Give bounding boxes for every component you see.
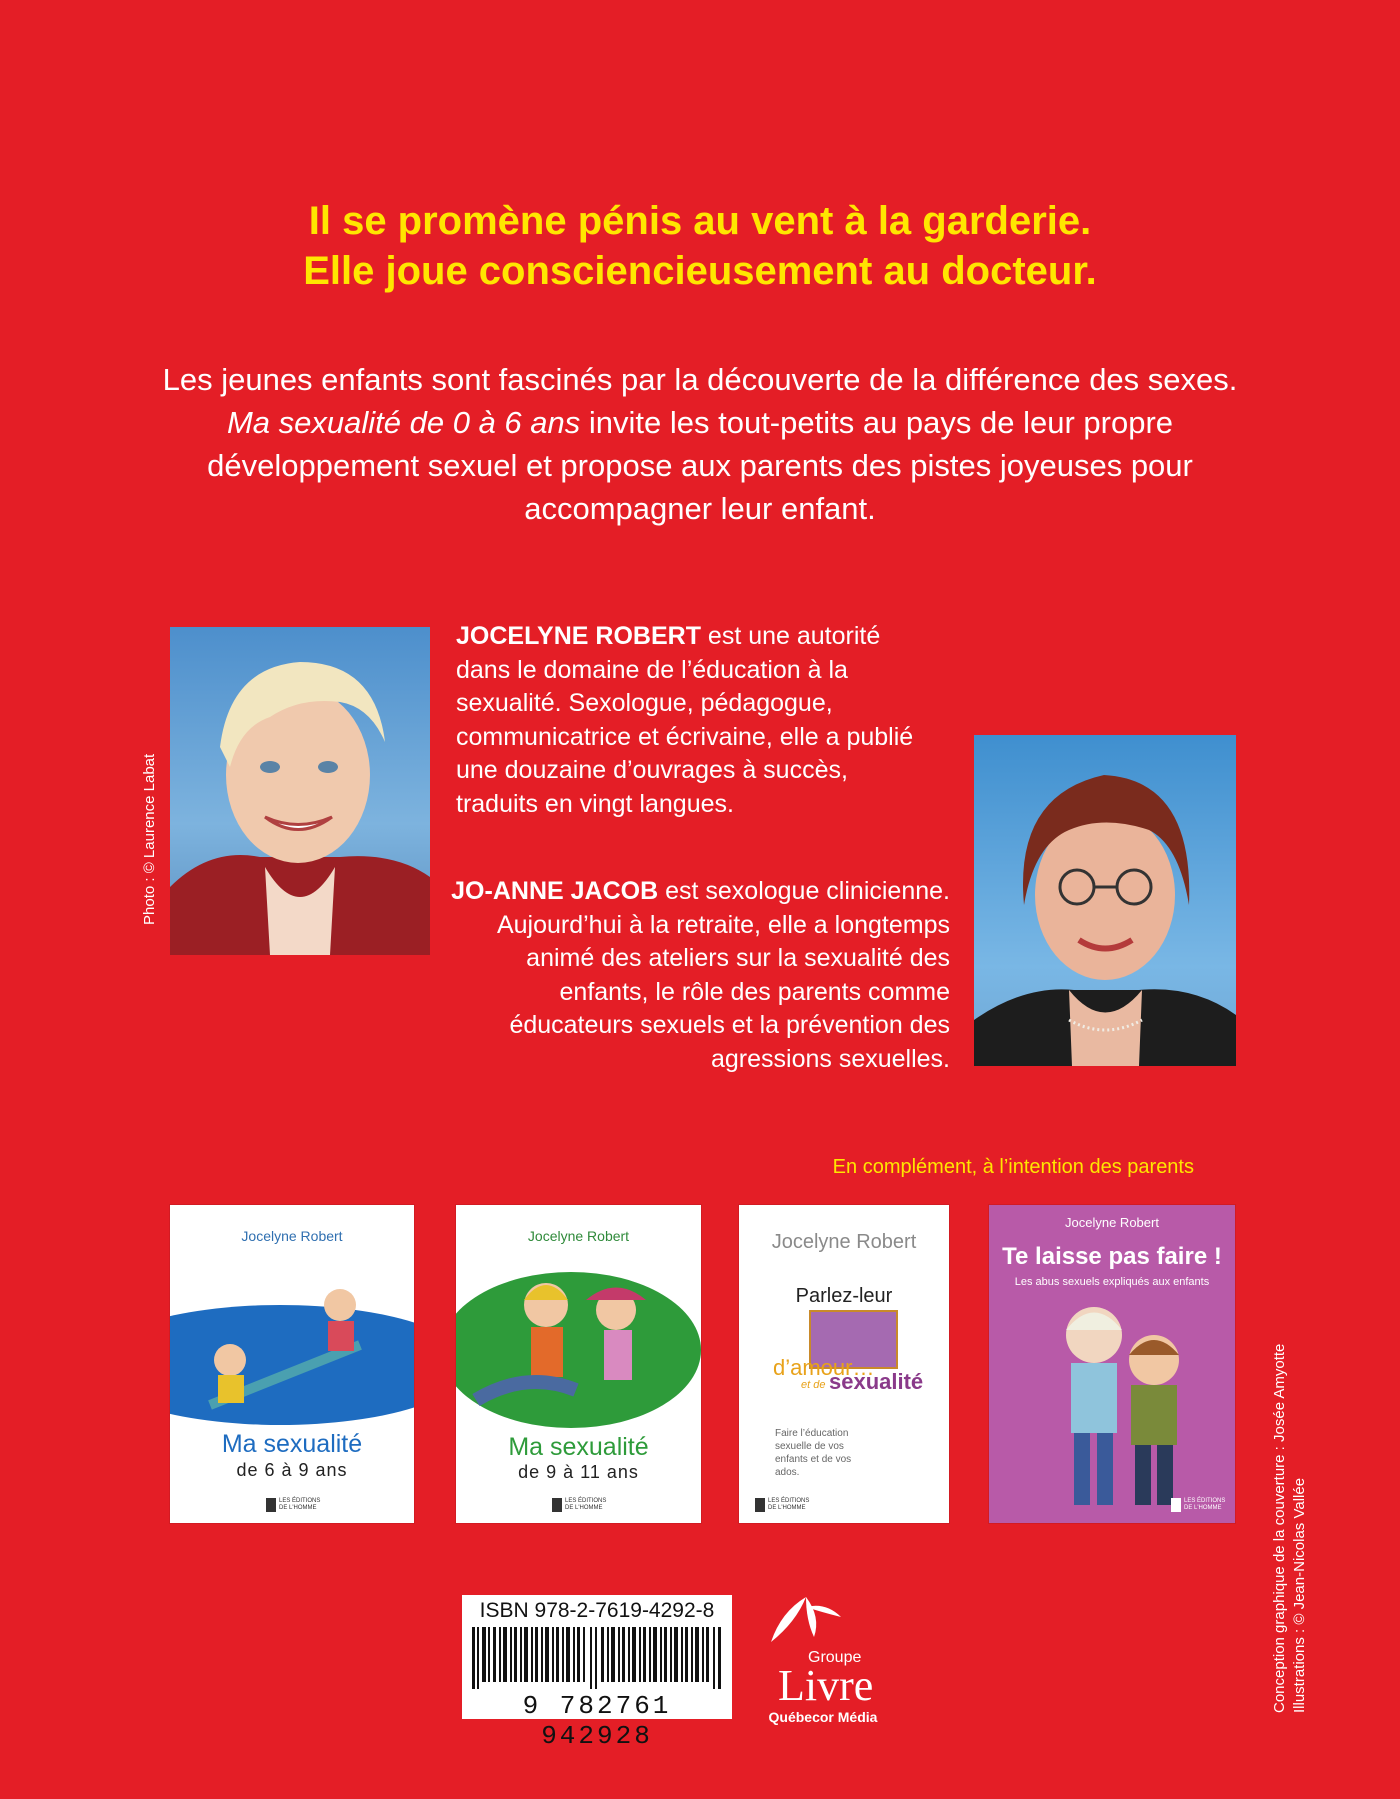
book-4-publisher-logo: LES ÉDITIONS DE L'HOMME [1171, 1498, 1234, 1512]
book-4-title: Te laisse pas faire ! [1002, 1243, 1222, 1270]
book-4-subtitle: Les abus sexuels expliqués aux enfants [1014, 1276, 1210, 1288]
book-2-author: Jocelyne Robert [527, 1228, 630, 1244]
intro-paragraph [150, 358, 1250, 530]
intro-book-title: Ma sexualité de 0 à 6 ans [226, 405, 581, 440]
book-3-title-c: et de [801, 1379, 826, 1391]
photo-credit: Photo : © Laurence Labat [141, 753, 158, 925]
author-2-name: JO-ANNE JACOB [451, 877, 659, 905]
isbn-digits: 9 782761 942928 [522, 1691, 672, 1751]
book-2-subtitle: de 9 à 11 ans [518, 1462, 639, 1482]
publisher-logo [748, 1592, 898, 1732]
author-1-bio-text: est une autorité dans le domaine de l’éducation à la sexualité. Sexologue, pédagogue, communicatrice et écrivaine, elle a publié une douzaine d’ouvrages à succès, traduits en vingt langues. [456, 622, 914, 818]
author-1-bio [456, 620, 926, 821]
design-credit: Conception graphique de la couverture : Josée Amyotte [1271, 1343, 1288, 1713]
author-2-portrait-illustration [974, 735, 1236, 1066]
book-1-publisher-logo: LES ÉDITIONS DE L'HOMME [266, 1498, 329, 1512]
headline [0, 196, 1400, 296]
book-2-publisher-logo: LES ÉDITIONS DE L'HOMME [552, 1498, 615, 1512]
book-3-title-b: d’amour… [773, 1355, 875, 1380]
book-cover-2 [456, 1205, 701, 1523]
book-cover-1 [170, 1205, 414, 1523]
book-3-blurb: Faire l’éducation sexuelle de vos enfants et de vos ados. [775, 1428, 852, 1478]
book-1-illustration [170, 1275, 414, 1430]
barcode-bars [472, 1627, 722, 1689]
author-2-portrait [974, 735, 1236, 1066]
book-3-author: Jocelyne Robert [771, 1231, 917, 1253]
publisher-groupe: Groupe [808, 1649, 862, 1666]
book-4-illustration [1029, 1300, 1209, 1510]
isbn-label: ISBN 978-2-7619-4292-8 [479, 1599, 715, 1622]
author-2-bio-text: est sexologue clinicienne. Aujourd’hui à la retraite, elle a longtemps animé des ateliers sur la sexualité des enfants, le rôle des parents comme éducateurs sexuels et la prévention des agressions sexuelles. [496, 877, 950, 1073]
author-1-portrait [170, 627, 430, 955]
author-1-name: JOCELYNE ROBERT [456, 622, 701, 650]
book-1-author: Jocelyne Robert [241, 1228, 343, 1244]
complement-heading: En complément, à l’intention des parents [832, 1156, 1194, 1178]
intro-part-1: Les jeunes enfants sont fascinés par la découverte de la différence des sexes. [162, 362, 1238, 397]
intro-part-2: invite les tout-petits au pays de leur propre développement sexuel et propose aux parents des pistes joyeuses pour accompagner leur enfant. [207, 405, 1193, 526]
book-2-title: Ma sexualité [508, 1433, 649, 1461]
headline-line-1: Il se promène pénis au vent à la garderie. [308, 199, 1092, 243]
publisher-livre: Livre [778, 1661, 874, 1710]
book-3-title-d: sexualité [829, 1369, 924, 1394]
publisher-media: Québecor Média [768, 1709, 878, 1725]
author-2-bio [440, 875, 950, 1076]
book-cover-3 [739, 1205, 949, 1523]
book-2-illustration [456, 1260, 701, 1430]
book-4-author: Jocelyne Robert [1065, 1215, 1159, 1230]
cover-credits [1270, 1344, 1310, 1713]
book-3-publisher-logo: LES ÉDITIONS DE L'HOMME [755, 1498, 818, 1512]
illustration-credit: Illustrations : © Jean-Nicolas Vallée [1291, 1477, 1308, 1713]
publisher-leaf-icon [766, 1592, 846, 1647]
author-1-portrait-illustration [170, 627, 430, 955]
book-1-title: Ma sexualité [221, 1430, 363, 1458]
headline-line-2: Elle joue consciencieusement au docteur. [303, 249, 1097, 293]
book-3-title-a: Parlez-leur [795, 1285, 893, 1307]
book-cover-4 [989, 1205, 1235, 1523]
barcode [462, 1595, 732, 1751]
book-1-subtitle: de 6 à 9 ans [236, 1460, 348, 1480]
